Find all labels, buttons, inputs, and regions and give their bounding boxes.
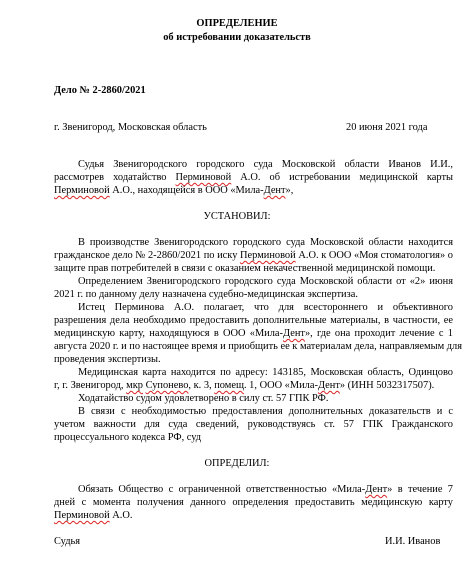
paragraph-line: гражданское дело № 2-2860/2021 по иску Перминовой А.О. к ООО «Моя стоматология» о: [54, 250, 453, 261]
ruling-date: 20 июня 2021 года: [346, 122, 428, 133]
ruling-place: г. Звенигород, Московская область: [54, 122, 207, 133]
paragraph-line: проведения экспертизы.: [54, 354, 161, 365]
signature-role: Судья: [54, 536, 81, 547]
intro-line: Судья Звенигородского городского суда Московской области Иванов И.И.,: [78, 159, 453, 170]
case-number: Дело № 2-2860/2021: [54, 85, 146, 96]
paragraph-line: Определением Звенигородского городского суда Московской области от «2» июня: [78, 276, 453, 287]
paragraph-line: медицинскую карту, находящуюся в ООО «Мила-Дент», где она проходит лечение с 1: [54, 328, 453, 339]
decision-line: Перминовой А.О.: [54, 510, 133, 521]
document-subtitle: об истребовании доказательств: [163, 32, 311, 43]
paragraph-line: 2021 г. по данному делу назначена судебно-медицинская экспертиза.: [54, 289, 358, 300]
paragraph-line: Медицинская карта находится по адресу: 143185, Московская область, Одинцово: [78, 367, 453, 378]
document-title: ОПРЕДЕЛЕНИЕ: [196, 18, 278, 29]
paragraph-line: учетом важности для суда сведений, руководствуясь ст. 57 ГПК Гражданского: [54, 419, 453, 430]
signature-name: И.И. Иванов: [385, 536, 441, 547]
paragraph-line: августа 2020 г. и по настоящее время и приобщить ее к материалам дела, направляемым для: [54, 341, 463, 352]
established-heading: УСТАНОВИЛ:: [203, 211, 271, 222]
paragraph-line: Истец Перминова А.О. полагает, что для всестороннего и объективного: [78, 302, 453, 313]
decided-heading: ОПРЕДЕЛИЛ:: [204, 458, 270, 469]
paragraph-line: г, г. Звенигород, мкр Супонево, к. 3, помещ. 1, ООО «Мила-Дент» (ИНН 5032317507).: [54, 380, 435, 391]
paragraph-line: разрешения дела необходимо предоставить дополнительные материалы, в частности, ее: [54, 315, 453, 326]
intro-line: рассмотрев ходатайство Перминовой А.О. об истребовании медицинской карты: [54, 172, 453, 183]
paragraph-line: защите прав потребителей в связи с оказанием некачественной медицинской помощи.: [54, 263, 436, 274]
paragraph-line: В производстве Звенигородского городского суда Московской области находится: [78, 237, 453, 248]
paragraph-line: процессуального кодекса РФ, суд: [54, 432, 202, 443]
decision-line: дней с момента получения данного определения предоставить медицинскую карту: [54, 497, 453, 508]
paragraph-line: Ходатайство судом удовлетворено в силу ст. 57 ГПК РФ.: [78, 393, 329, 404]
paragraph-line: В связи с необходимостью предоставления дополнительных доказательств и с: [78, 406, 453, 417]
decision-line: Обязать Общество с ограниченной ответственностью «Мила-Дент» в течение 7: [78, 484, 453, 495]
intro-line: Перминовой А.О., находящейся в ООО «Мила-Дент»,: [54, 185, 294, 196]
